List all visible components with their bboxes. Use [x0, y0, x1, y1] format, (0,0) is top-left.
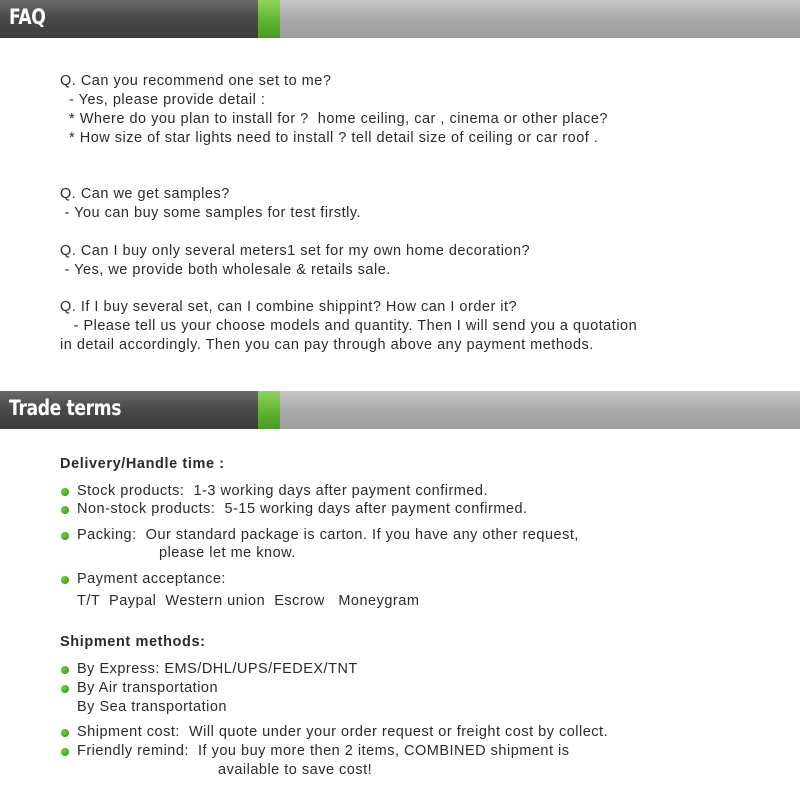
faq-answer: * Where do you plan to install for ? home ceiling, car , cinema or other place? — [60, 111, 608, 127]
faq-question: Q. Can you recommend one set to me? — [60, 73, 332, 89]
banner-grey-segment — [280, 391, 800, 429]
bullet-icon — [61, 729, 69, 737]
faq-answer: - Please tell us your choose models and quantity. Then I will send you a quotation — [60, 318, 638, 334]
faq-title: FAQ — [9, 5, 46, 29]
faq-question: Q. Can we get samples? — [60, 186, 230, 202]
packing-item-continued: please let me know. — [159, 545, 296, 561]
delivery-heading: Delivery/Handle time : — [60, 456, 225, 472]
banner-grey-segment — [280, 0, 800, 38]
faq-answer: * How size of star lights need to install ? tell detail size of ceiling or car roof . — [60, 130, 599, 146]
faq-question: Q. If I buy several set, can I combine shippint? How can I order it? — [60, 299, 518, 315]
shipment-cost-item: Shipment cost: Will quote under your order request or freight cost by collect. — [77, 724, 609, 740]
faq-answer: in detail accordingly. Then you can pay through above any payment methods. — [60, 337, 594, 353]
trade-terms-banner — [0, 391, 800, 429]
shipment-heading: Shipment methods: — [60, 634, 206, 650]
faq-banner — [0, 0, 800, 38]
bullet-icon — [61, 532, 69, 540]
packing-item: Packing: Our standard package is carton. If you have any other request, — [77, 527, 579, 543]
shipment-item: By Sea transportation — [77, 699, 227, 715]
payment-methods: T/T Paypal Western union Escrow Moneygram — [77, 593, 420, 609]
bullet-icon — [61, 748, 69, 756]
bullet-icon — [61, 685, 69, 693]
banner-green-accent — [258, 0, 280, 38]
bullet-icon — [61, 488, 69, 496]
faq-answer: - Yes, please provide detail : — [60, 92, 266, 108]
friendly-remind-continued: available to save cost! — [218, 762, 373, 778]
friendly-remind-item: Friendly remind: If you buy more then 2 items, COMBINED shipment is — [77, 743, 570, 759]
shipment-item: By Express: EMS/DHL/UPS/FEDEX/TNT — [77, 661, 358, 677]
shipment-item: By Air transportation — [77, 680, 219, 696]
banner-green-accent — [258, 391, 280, 429]
faq-answer: - Yes, we provide both wholesale & retails sale. — [60, 262, 391, 278]
bullet-icon — [61, 506, 69, 514]
bullet-icon — [61, 576, 69, 584]
bullet-icon — [61, 666, 69, 674]
payment-item: Payment acceptance: — [77, 571, 226, 587]
faq-question: Q. Can I buy only several meters1 set for my own home decoration? — [60, 243, 531, 259]
trade-terms-title: Trade terms — [9, 396, 122, 420]
delivery-item: Stock products: 1-3 working days after payment confirmed. — [77, 483, 489, 499]
delivery-item: Non-stock products: 5-15 working days after payment confirmed. — [77, 501, 528, 517]
faq-answer: - You can buy some samples for test firstly. — [60, 205, 362, 221]
